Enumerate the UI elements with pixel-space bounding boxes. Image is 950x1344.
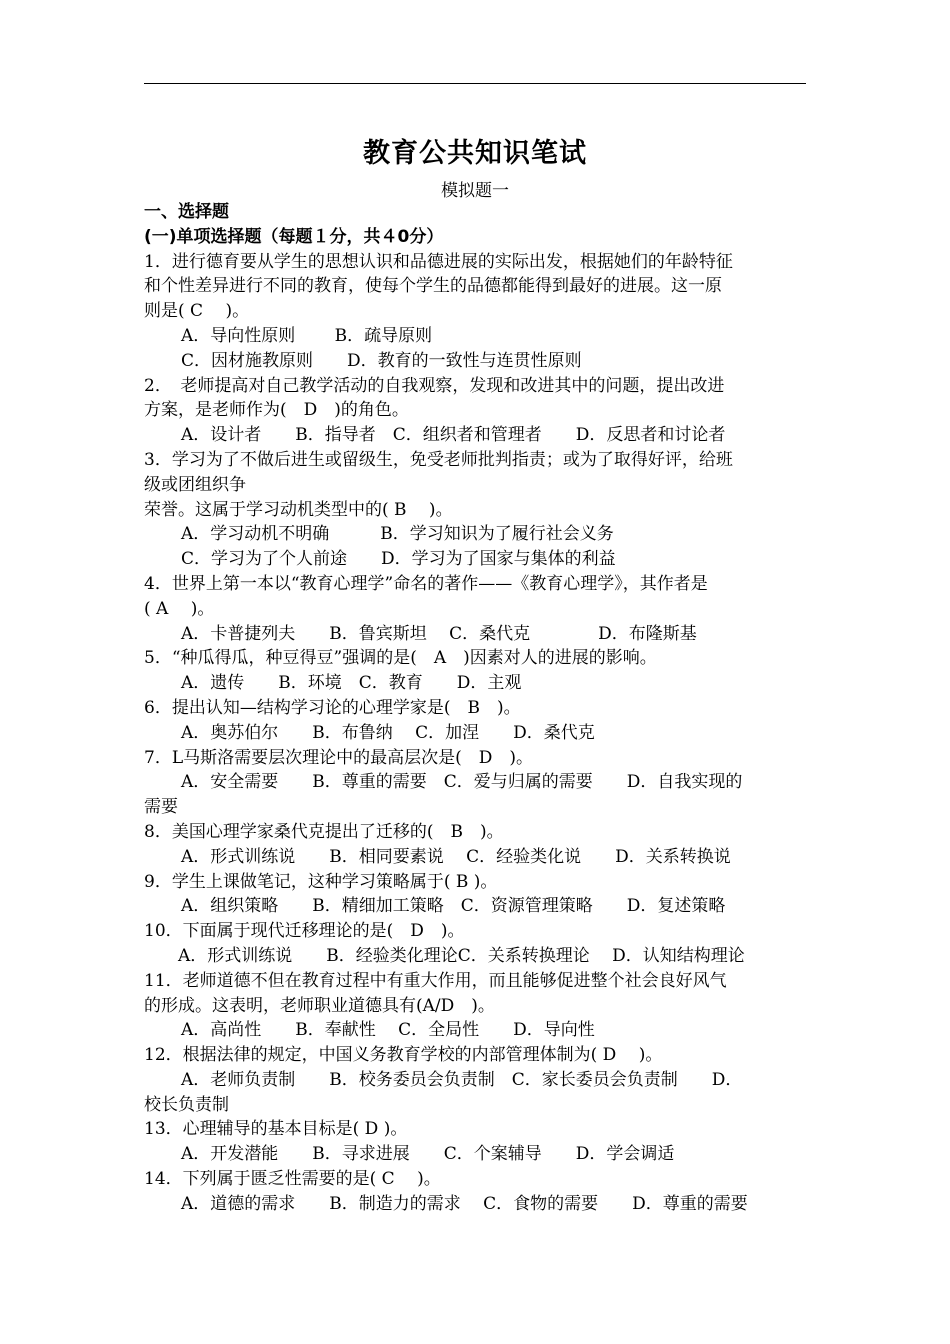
question-line: 2． 老师提高对自己教学活动的自我观察，发现和改进其中的问题，提出改进 [144, 375, 725, 396]
options-line: A．设计者 B．指导者 C．组织者和管理者 D．反思者和讨论者 [181, 425, 726, 446]
question-line: 11．老师道德不但在教育过程中有重大作用，而且能够促进整个社会良好风气 [144, 970, 727, 991]
question-line: 和个性差异进行不同的教育，使每个学生的品德都能得到最好的进展。这一原 [144, 276, 722, 297]
options-line: A．高尚性 B．奉献性 C．全局性 D．导向性 [181, 1020, 595, 1041]
options-line: A．形式训练说 B．经验类化理论C．关系转换理论 D．认知结构理论 [178, 945, 745, 966]
options-line: A．老师负责制 B．校务委员会负责制 C．家长委员会负责制 D． [181, 1069, 743, 1090]
question-line: 13．心理辅导的基本目标是( D )。 [144, 1119, 408, 1140]
page-subtitle: 模拟题一 [441, 181, 509, 201]
options-line: A．开发潜能 B．寻求进展 C．个案辅导 D．学会调适 [181, 1144, 675, 1165]
question-line: 7．L马斯洛需要层次理论中的最高层次是( D )。 [144, 747, 533, 768]
question-line: ( A )。 [144, 598, 215, 619]
options-line: C．学习为了个人前途 D．学习为了国家与集体的利益 [181, 549, 616, 570]
question-line: 5．“种瓜得瓜，种豆得豆”强调的是( A )因素对人的进展的影响。 [144, 648, 657, 669]
question-line: 1．进行德育要从学生的思想认识和品德进展的实际出发，根据她们的年龄特征 [144, 251, 733, 272]
options-continuation: 需要 [144, 797, 178, 818]
header-rule [144, 83, 806, 84]
options-line: A．学习动机不明确 B．学习知识为了履行社会义务 [181, 524, 614, 545]
question-line: 12．根据法律的规定，中国义务教育学校的内部管理体制为( D )。 [144, 1045, 663, 1066]
options-line: A．道德的需求 B．制造力的需求 C．食物的需要 D．尊重的需要 [181, 1193, 748, 1214]
options-line: A．形式训练说 B．相同要素说 C．经验类化说 D．关系转换说 [181, 846, 731, 867]
question-line: 8．美国心理学家桑代克提出了迁移的( B )。 [144, 821, 504, 842]
page-title: 教育公共知识笔试 [363, 138, 587, 169]
question-line: 则是( C )。 [144, 301, 250, 322]
options-line: A．安全需要 B．尊重的需要 C．爱与归属的需要 D．自我实现的 [181, 772, 743, 793]
subsection-heading: (一)单项选择题（每题１分，共４0分） [144, 226, 444, 247]
question-line: 的形成。这表明，老师职业道德具有(A/D )。 [144, 995, 495, 1016]
options-line: A．导向性原则 B．疏导原则 [181, 325, 433, 346]
question-line: 荣誉。这属于学习动机类型中的( B )。 [144, 499, 453, 520]
options-continuation: 校长负责制 [144, 1094, 229, 1115]
question-line: 4．世界上第一本以“教育心理学”命名的著作——《教育心理学》，其作者是 [144, 573, 708, 594]
options-line: C．因材施教原则 D．教育的一致性与连贯性原则 [181, 350, 582, 371]
options-line: A．组织策略 B．精细加工策略 C．资源管理策略 D．复述策略 [181, 896, 726, 917]
question-line: 10．下面属于现代迁移理论的是( D )。 [144, 921, 465, 942]
section-heading: 一、选择题 [144, 202, 229, 222]
question-line: 6．提出认知—结构学习论的心理学家是( B )。 [144, 697, 521, 718]
question-line: 级或团组织争 [144, 474, 246, 495]
options-line: A．遗传 B．环境 C．教育 D．主观 [181, 673, 522, 694]
options-line: A．奥苏伯尔 B．布鲁纳 C．加涅 D．桑代克 [181, 722, 595, 743]
question-line: 3．学习为了不做后进生或留级生，免受老师批判指责；或为了取得好评，给班 [144, 449, 733, 470]
exam-content [144, 200, 808, 1217]
question-line: 9．学生上课做笔记，这种学习策略属于( B )。 [144, 871, 498, 892]
question-line: 方案，是老师作为( D )的角色。 [144, 400, 409, 421]
options-line: A．卡普捷列夫 B．鲁宾斯坦 C．桑代克 D．布隆斯基 [181, 623, 697, 644]
question-line: 14．下列属于匮乏性需要的是( C )。 [144, 1169, 441, 1190]
